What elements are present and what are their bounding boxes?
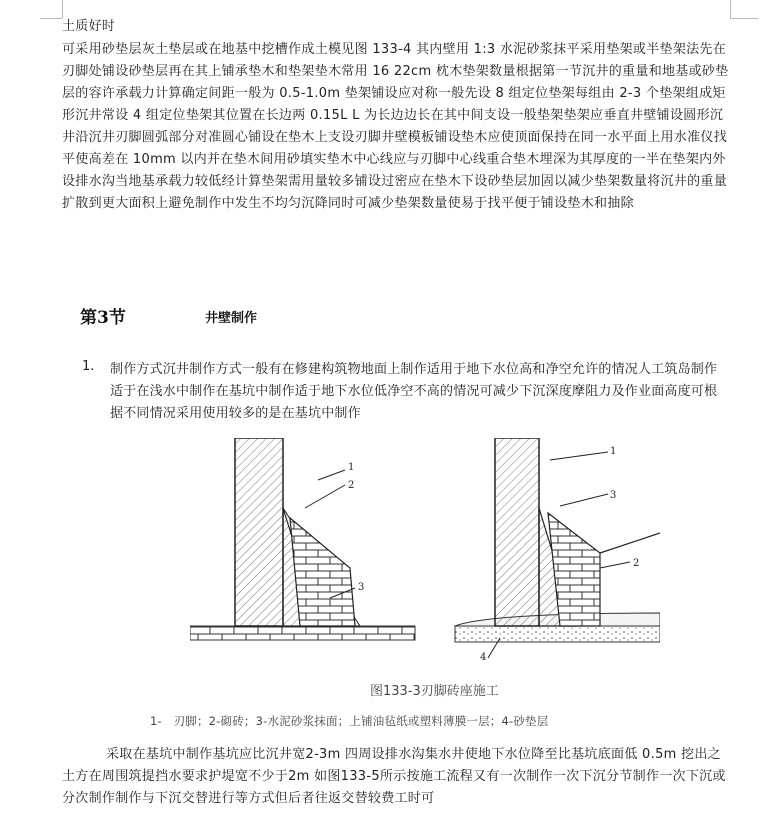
section-title: 井壁制作 — [205, 311, 258, 326]
left-leader-line — [318, 470, 345, 480]
intro-line: 土质好时 — [62, 19, 116, 34]
left-brick-seat — [290, 518, 355, 626]
right-leader-line — [560, 494, 608, 506]
figure-legend: 1- 刃脚；2-砌砖；3-水泥砂浆抹面；上铺油毡纸或塑料薄膜一层；4-砂垫层 — [150, 714, 549, 728]
right-leader-line — [600, 562, 630, 568]
section-heading: 第3节 — [80, 308, 126, 328]
left-base-blocks — [190, 626, 415, 640]
right-diagram — [455, 438, 660, 663]
left-label-3: 3 — [358, 582, 365, 593]
right-well-wall — [495, 438, 539, 626]
list-item-number: 1. — [82, 359, 95, 374]
left-leader-line — [305, 485, 345, 508]
right-slope-line — [600, 533, 660, 553]
right-label-3: 3 — [610, 490, 617, 501]
list-item-text: 制作方式沉井制作方式一般有在修建构筑物地面上制作适用于地下水位高和净空允许的情况人工筑岛制作适于在浅水中制作在基坑中制作适于地下水位低净空不高的情况可减少下沉深度摩阻力及作业面高度可根据不同情况采用使用较多的是在基坑中制作 — [110, 362, 718, 421]
cutting-edge-brick-seat-figure — [190, 438, 660, 663]
right-sand-cushion — [455, 626, 660, 642]
figure-caption: 图133-3刃脚砖座施工 — [370, 684, 499, 699]
left-diagram — [190, 438, 415, 640]
right-label-4: 4 — [480, 652, 487, 663]
right-leader-line — [550, 452, 608, 460]
paragraph-1: 可采用砂垫层灰土垫层或在地基中挖槽作成土模见图 133-4 其内壁用 1:3 水泥砂浆抹平采用垫架或半垫架法先在刃脚处铺设砂垫层再在其上铺承垫木和垫架垫木常用 16 22cm 枕木垫架数量根据第一节沉井的重量和地基或砂垫层的容许承载力计算确定间距一般为 0.5-1.0m 垫架铺设应对称一般先设 8 组定位垫架每组由 2-3 个垫架组成矩形沉井常设 4 组定位垫架其位置在长边两 0.15L L 为长边边长在其中间支设一般垫架垫架应垂直井壁铺设圆形沉井沿沉井刃脚圆弧部分对准圆心铺设在垫木上支设刃脚井壁模板铺设垫木应使顶面保持在同一水平面上用水准仪找平使高差在 10mm 以内并在垫木间用砂填实垫木中心线应与刃脚中心线重合垫木埋深为其厚度的一半在垫架内外设排水沟当地基承载力较低经计算垫架需用量较多铺设过密应在垫木下设砂垫层加固以减少垫架数量将沉井的重量扩散到更大面积上避免制作中发生不均匀沉降同时可减少垫架数量使易于找平便于铺设垫木和抽除 — [62, 42, 729, 211]
left-label-1: 1 — [348, 462, 355, 473]
left-well-wall — [235, 438, 283, 626]
left-label-2: 2 — [348, 480, 355, 491]
page-corner-mark-left — [40, 18, 62, 19]
right-label-2: 2 — [633, 558, 640, 569]
page-corner-mark-right — [730, 18, 758, 19]
right-label-1: 1 — [610, 446, 617, 457]
paragraph-2: 采取在基坑中制作基坑应比沉井宽2-3m 四周设排水沟集水井使地下水位降至比基坑底面低 0.5m 挖出之土方在周围筑提挡水要求护堤宽不少于2m 如图133-5所示按施工流程又有一次制作一次下沉分节制作一次下沉或分次制作制作与下沉交替进行等方式但后者往返交替较费工时可 — [62, 747, 726, 806]
